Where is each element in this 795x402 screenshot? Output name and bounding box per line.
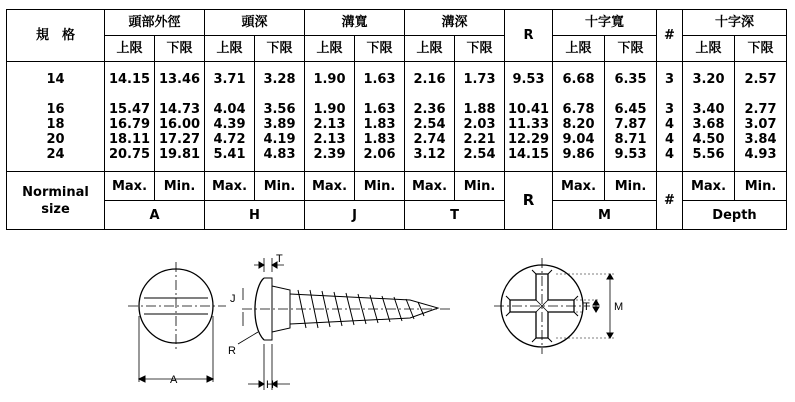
value-cell: 4.39	[213, 117, 246, 132]
footer-max: Max.	[105, 172, 155, 201]
screw-side-view	[238, 258, 450, 390]
header-cross-width: 十字寬	[553, 10, 657, 36]
screw-drawing	[0, 250, 795, 402]
value-cell: 9.53	[512, 72, 545, 87]
col-depth-min	[735, 62, 787, 172]
value-cell: 4	[664, 147, 675, 162]
header-spec: 規 格	[7, 10, 105, 62]
header-upper: 上限	[683, 36, 735, 62]
size-cell: 20	[46, 132, 65, 147]
footer-max: Max.	[683, 172, 735, 201]
value-cell: 2.39	[313, 147, 346, 162]
label-h: H	[266, 379, 274, 391]
size-cell: 16	[46, 102, 65, 117]
footer-min: Min.	[355, 172, 405, 201]
header-r: R	[505, 10, 553, 62]
col-depth-max	[683, 62, 735, 172]
footer-min: Min.	[155, 172, 205, 201]
value-cell: 6.68	[562, 72, 595, 87]
value-cell: 1.63	[363, 102, 396, 117]
value-cell: 1.88	[463, 102, 496, 117]
value-cell: 3.68	[692, 117, 725, 132]
footer-max: Max.	[305, 172, 355, 201]
value-cell: 3.71	[213, 72, 246, 87]
col-j-min	[355, 62, 405, 172]
size-cell: 18	[46, 117, 65, 132]
value-cell: 4.83	[263, 147, 296, 162]
col-j-max	[305, 62, 355, 172]
value-cell: 14.15	[108, 72, 151, 87]
value-cell: 5.41	[213, 147, 246, 162]
header-head-depth: 頭深	[205, 10, 305, 36]
col-a-max	[105, 62, 155, 172]
value-cell: 13.46	[158, 72, 201, 87]
header-upper: 上限	[405, 36, 455, 62]
value-cell: 2.54	[413, 117, 446, 132]
value-cell: 1.73	[463, 72, 496, 87]
col-h-min	[255, 62, 305, 172]
value-cell: 3.84	[744, 132, 777, 147]
phillips-head-top-view	[494, 258, 614, 354]
col-m-min	[605, 62, 657, 172]
header-lower: 下限	[255, 36, 305, 62]
value-cell: 10.41	[507, 102, 550, 117]
label-r: R	[228, 345, 236, 357]
value-cell: 4	[664, 117, 675, 132]
value-cell: 2.77	[744, 102, 777, 117]
value-cell: 3.28	[263, 72, 296, 87]
label-depth-arrow: T	[583, 301, 590, 313]
value-cell: 1.63	[363, 72, 396, 87]
col-size	[7, 62, 105, 172]
footer-depth: Depth	[683, 201, 787, 230]
value-cell: 2.21	[463, 132, 496, 147]
value-cell: 2.16	[413, 72, 446, 87]
value-cell: 6.35	[614, 72, 647, 87]
footer-max: Max.	[553, 172, 605, 201]
header-upper: 上限	[305, 36, 355, 62]
value-cell: 2.54	[463, 147, 496, 162]
col-r	[505, 62, 553, 172]
value-cell: 3.07	[744, 117, 777, 132]
footer-min: Min.	[605, 172, 657, 201]
value-cell: 2.13	[313, 117, 346, 132]
col-a-min	[155, 62, 205, 172]
col-t-min	[455, 62, 505, 172]
value-cell: 16.00	[158, 117, 201, 132]
value-cell: 1.90	[313, 72, 346, 87]
value-cell: 2.06	[363, 147, 396, 162]
header-upper: 上限	[105, 36, 155, 62]
value-cell: 4.19	[263, 132, 296, 147]
size-cell: 24	[46, 147, 65, 162]
slotted-head-top-view	[128, 262, 226, 382]
value-cell: 3	[664, 72, 675, 87]
value-cell: 6.45	[614, 102, 647, 117]
value-cell: 17.27	[158, 132, 201, 147]
header-lower: 下限	[735, 36, 787, 62]
value-cell: 2.57	[744, 72, 777, 87]
footer-t: T	[405, 201, 505, 230]
label-m: M	[614, 301, 624, 313]
footer-h: H	[205, 201, 305, 230]
value-cell: 8.20	[562, 117, 595, 132]
value-cell: 14.15	[507, 147, 550, 162]
value-cell: 2.03	[463, 117, 496, 132]
header-head-diameter: 頭部外徑	[105, 10, 205, 36]
value-cell: 1.83	[363, 117, 396, 132]
value-cell: 3.12	[413, 147, 446, 162]
value-cell: 4.04	[213, 102, 246, 117]
footer-max: Max.	[405, 172, 455, 201]
value-cell: 16.79	[108, 117, 151, 132]
value-cell: 9.04	[562, 132, 595, 147]
value-cell: 14.73	[158, 102, 201, 117]
value-cell: 1.83	[363, 132, 396, 147]
value-cell: 2.36	[413, 102, 446, 117]
header-upper: 上限	[205, 36, 255, 62]
header-slot-depth: 溝深	[405, 10, 505, 36]
footer-nominal-size: Norminal size	[7, 172, 105, 230]
header-slot-width: 溝寬	[305, 10, 405, 36]
col-m-max	[553, 62, 605, 172]
footer-hash: #	[657, 172, 683, 230]
spec-table	[6, 9, 787, 230]
value-cell: 5.56	[692, 147, 725, 162]
header-upper: 上限	[553, 36, 605, 62]
header-lower: 下限	[605, 36, 657, 62]
col-t-max	[405, 62, 455, 172]
value-cell: 3	[664, 102, 675, 117]
value-cell: 9.53	[614, 147, 647, 162]
footer-min: Min.	[455, 172, 505, 201]
value-cell: 12.29	[507, 132, 550, 147]
footer-r: R	[505, 172, 553, 230]
value-cell: 18.11	[108, 132, 151, 147]
value-cell: 20.75	[108, 147, 151, 162]
value-cell: 4.50	[692, 132, 725, 147]
value-cell: 9.86	[562, 147, 595, 162]
label-j: J	[230, 293, 236, 305]
value-cell: 1.90	[313, 102, 346, 117]
value-cell: 6.78	[562, 102, 595, 117]
value-cell: 15.47	[108, 102, 151, 117]
footer-min: Min.	[735, 172, 787, 201]
value-cell: 8.71	[614, 132, 647, 147]
footer-j: J	[305, 201, 405, 230]
label-a: A	[170, 374, 178, 386]
value-cell: 3.89	[263, 117, 296, 132]
value-cell: 11.33	[507, 117, 550, 132]
value-cell: 4.72	[213, 132, 246, 147]
value-cell: 7.87	[614, 117, 647, 132]
value-cell: 3.20	[692, 72, 725, 87]
footer-min: Min.	[255, 172, 305, 201]
footer-m: M	[553, 201, 657, 230]
value-cell: 19.81	[158, 147, 201, 162]
header-cross-depth: 十字深	[683, 10, 787, 36]
value-cell: 3.56	[263, 102, 296, 117]
header-lower: 下限	[155, 36, 205, 62]
value-cell: 4	[664, 132, 675, 147]
value-cell: 2.13	[313, 132, 346, 147]
col-hash	[657, 62, 683, 172]
header-hash: #	[657, 10, 683, 62]
col-h-max	[205, 62, 255, 172]
footer-a: A	[105, 201, 205, 230]
label-t: T	[276, 253, 283, 265]
value-cell: 2.74	[413, 132, 446, 147]
size-cell: 14	[46, 72, 65, 87]
footer-max: Max.	[205, 172, 255, 201]
value-cell: 4.93	[744, 147, 777, 162]
header-lower: 下限	[355, 36, 405, 62]
header-lower: 下限	[455, 36, 505, 62]
value-cell: 3.40	[692, 102, 725, 117]
